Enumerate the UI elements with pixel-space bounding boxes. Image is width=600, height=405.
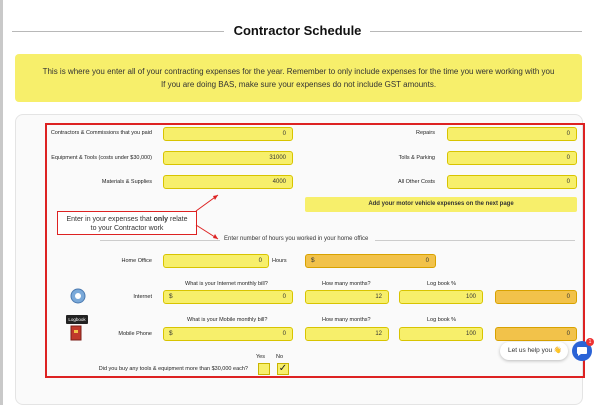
mobile-bill-input[interactable]: $ 0 bbox=[163, 327, 293, 341]
mobile-months-input[interactable]: 12 bbox=[305, 327, 389, 341]
materials-input[interactable]: 4000 bbox=[163, 175, 293, 189]
motor-vehicle-button[interactable]: Add your motor vehicle expenses on the next page bbox=[305, 197, 577, 212]
internet-label: Internet bbox=[133, 294, 152, 300]
chat-badge: 1 bbox=[586, 338, 594, 346]
mobile-label: Mobile Phone bbox=[118, 331, 152, 337]
contractors-input[interactable]: 0 bbox=[163, 127, 293, 141]
info-banner bbox=[15, 54, 582, 102]
materials-label: Materials & Supplies bbox=[101, 179, 152, 185]
repairs-input[interactable]: 0 bbox=[447, 127, 577, 141]
internet-months-question: How many months? bbox=[322, 281, 371, 287]
mobile-result: 0 bbox=[495, 327, 577, 341]
banner-line-2: If you are doing BAS, make sure your expenses do not include GST amounts. bbox=[160, 80, 437, 89]
callout-emphasis: only bbox=[153, 216, 169, 223]
no-label: No bbox=[276, 354, 284, 360]
home-office-label: Home Office bbox=[121, 258, 152, 264]
title-rule-left bbox=[12, 31, 224, 32]
logbook-tag: Logbook bbox=[66, 315, 88, 324]
title-rule-right bbox=[370, 31, 582, 32]
page-title: Contractor Schedule bbox=[233, 23, 362, 38]
internet-logbook-question: Log book % bbox=[427, 281, 457, 287]
no-checkbox[interactable]: ✓ bbox=[278, 363, 288, 374]
other-costs-input[interactable]: 0 bbox=[447, 175, 577, 189]
callout-text-1: Enter in your expenses that bbox=[66, 216, 154, 223]
tolls-input[interactable]: 0 bbox=[447, 151, 577, 165]
equipment-input[interactable]: 31000 bbox=[163, 151, 293, 165]
chat-bubble[interactable]: Let us help you 👋 bbox=[500, 342, 568, 360]
mobile-logbook-question: Log book % bbox=[427, 317, 457, 323]
mobile-months-question: How many months? bbox=[322, 317, 371, 323]
tolls-label: Tolls & Parking bbox=[398, 155, 435, 161]
banner-line-1: This is where you enter all of your contracting expenses for the year. Remember to only include expenses for the time you were working with you bbox=[42, 67, 555, 76]
contractors-label: Contractors & Commissions that you paid bbox=[50, 130, 152, 136]
mobile-logbook-input[interactable]: 100 bbox=[399, 327, 483, 341]
callout-text-2: relate bbox=[168, 216, 188, 223]
home-office-amount: $ 0 bbox=[305, 254, 436, 268]
highlight-box bbox=[45, 123, 585, 378]
mobile-bill-question: What is your Mobile monthly bill? bbox=[187, 317, 268, 323]
home-office-section-label: Enter number of hours you worked in your home office bbox=[224, 236, 369, 242]
other-costs-label: All Other Costs bbox=[398, 179, 435, 185]
home-office-hours-input[interactable]: 0 bbox=[163, 254, 269, 268]
internet-bill-question: What is your Internet monthly bill? bbox=[185, 281, 268, 287]
internet-result: 0 bbox=[495, 290, 577, 304]
internet-logbook-input[interactable]: 100 bbox=[399, 290, 483, 304]
yes-label: Yes bbox=[256, 354, 265, 360]
callout-text-3: to your Contractor work bbox=[90, 225, 164, 232]
tools-question-text: Did you buy any tools & equipment more than $30,000 each? bbox=[98, 366, 248, 372]
repairs-label: Repairs bbox=[416, 130, 435, 136]
hours-label: Hours bbox=[272, 258, 287, 264]
internet-months-input[interactable]: 12 bbox=[305, 290, 389, 304]
left-border bbox=[0, 0, 3, 405]
equipment-label: Equipment & Tools (costs under $30,000) bbox=[51, 155, 152, 161]
internet-bill-input[interactable]: $ 0 bbox=[163, 290, 293, 304]
